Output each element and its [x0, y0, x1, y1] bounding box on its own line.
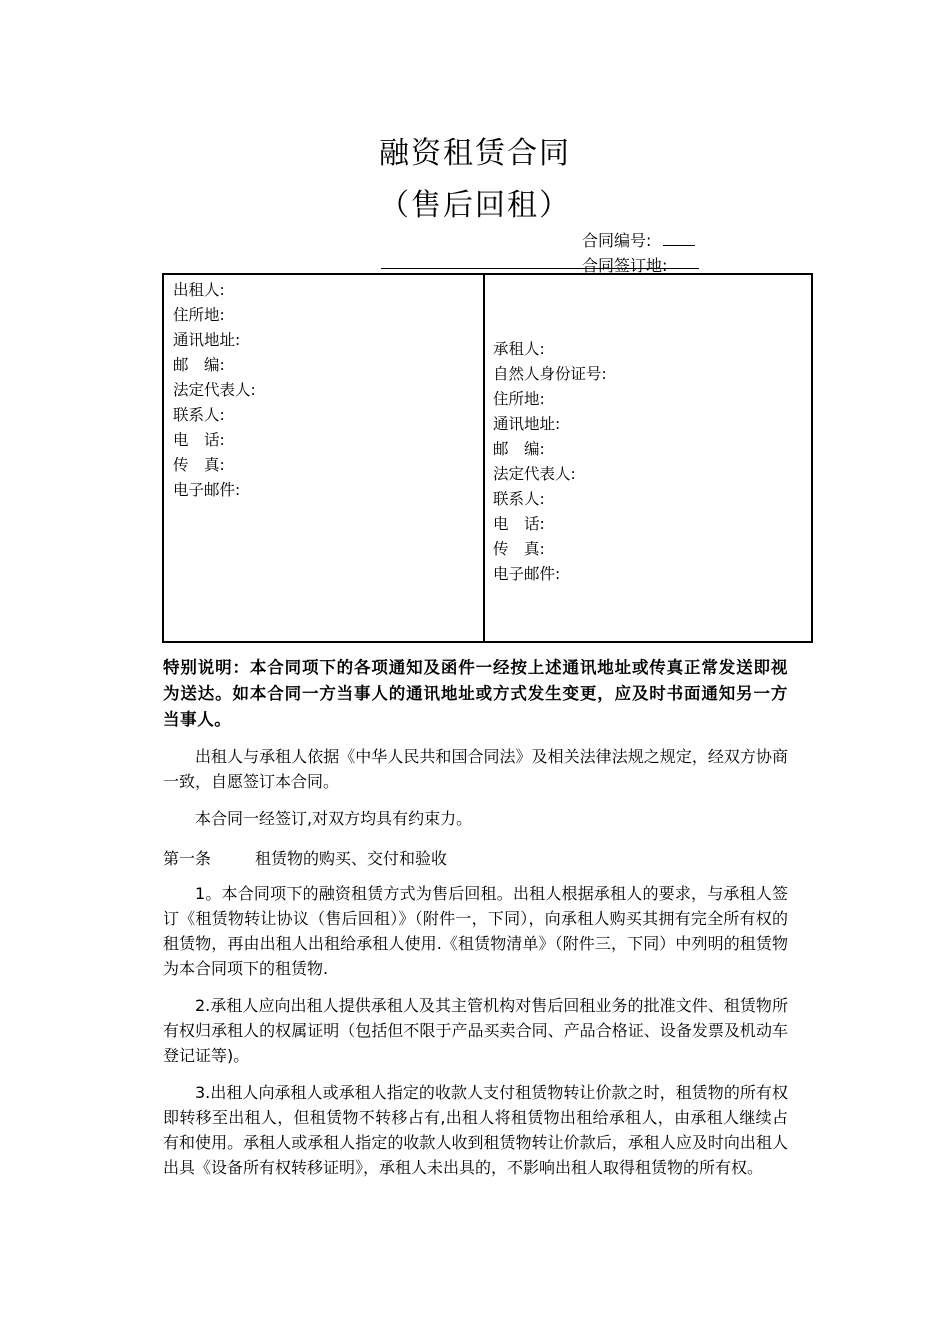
article-number: 第一条	[163, 849, 212, 868]
lessee-field: 邮 编:	[493, 440, 545, 458]
clause-paragraph: 3.出租人向承租人或承租人指定的收款人支付租赁物转让价款之时，租赁物的所有权即转移至出租人，但租赁物不转移占有,出租人将租赁物出租给承租人，由承租人继续占有和使用。承租人或承租人指定的收款人收到租赁物转让价款后，承租人应及时向出租人出具《设备所有权转移证明》，承租人未出具的，不影响出租人取得租赁物的所有权。	[163, 1083, 788, 1177]
lessee-field: 法定代表人:	[493, 465, 576, 483]
lessor-field: 住所地:	[173, 306, 225, 324]
lessee-field: 电 话:	[493, 515, 545, 533]
lessee-fields	[493, 337, 607, 587]
intro-paragraph: 出租人与承租人依据《中华人民共和国合同法》及相关法律法规之规定，经双方协商一致，自愿签订本合同。	[163, 747, 788, 791]
intro-paragraph: 本合同一经签订,对双方均具有约束力。	[195, 809, 473, 828]
lessee-field: 电子邮件:	[493, 565, 561, 583]
signing-place-label: 合同签订地:	[582, 256, 668, 275]
lessor-field: 电 话:	[173, 431, 225, 449]
contract-number-blank	[663, 230, 695, 246]
lessee-column	[485, 275, 811, 641]
lessor-column	[164, 275, 485, 641]
lessor-field: 通讯地址:	[173, 331, 241, 349]
lessee-field: 联系人:	[493, 490, 545, 508]
lessor-field: 联系人:	[173, 406, 225, 424]
lessor-field: 法定代表人:	[173, 381, 256, 399]
lessee-field: 传 真:	[493, 540, 545, 558]
article-heading	[163, 846, 447, 869]
contract-number-label: 合同编号:	[582, 231, 652, 250]
document-title: 融资租赁合同	[379, 136, 571, 171]
lessor-field: 出租人:	[173, 281, 225, 299]
clause-paragraph: 2.承租人应向出租人提供承租人及其主管机构对售后回租业务的批准文件、租赁物所有权归承租人的权属证明（包括但不限于产品买卖合同、产品合格证、设备发票及机动车登记证等)。	[163, 996, 788, 1065]
document-subtitle: （售后回租）	[379, 188, 571, 223]
lessee-field: 自然人身份证号:	[493, 365, 607, 383]
article-title: 租赁物的购买、交付和验收	[255, 849, 448, 868]
party-info-table	[162, 273, 813, 643]
clause-paragraph: 1。本合同项下的融资租赁方式为售后回租。出租人根据承租人的要求，与承租人签订《租赁物转让协议（售后回租）》（附件一，下同），向承租人购买其拥有完全所有权的租赁物，再由出租人出租给承租人使用.《租赁物清单》（附件三，下同）中列明的租赁物为本合同项下的租赁物.	[163, 884, 788, 978]
lessor-field: 邮 编:	[173, 356, 225, 374]
contract-number-line	[582, 228, 695, 251]
lessee-field: 承租人:	[493, 340, 545, 358]
lessor-field: 传 真:	[173, 456, 225, 474]
lessee-field: 住所地:	[493, 390, 545, 408]
special-notice: 特别说明：本合同项下的各项通知及函件一经按上述通讯地址或传真正常发送即视为送达。如本合同一方当事人的通讯地址或方式发生变更，应及时书面通知另一方当事人。	[163, 658, 788, 729]
lessor-fields	[173, 278, 256, 503]
lessor-field: 电子邮件:	[173, 481, 241, 499]
lessee-field: 通讯地址:	[493, 415, 561, 433]
